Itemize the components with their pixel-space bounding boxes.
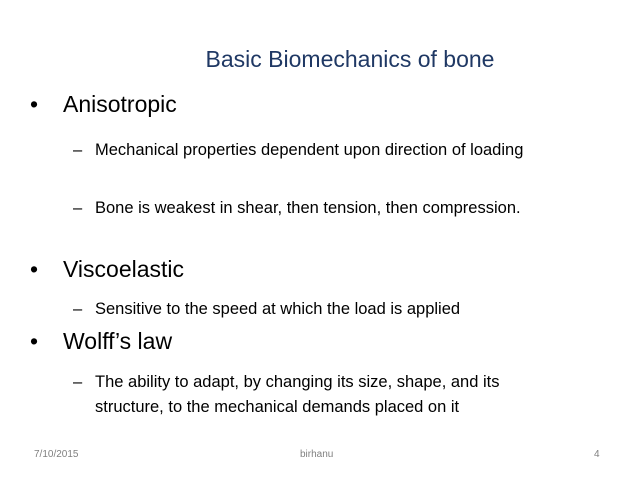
bullet-marker: • (30, 256, 39, 282)
sub-bullet (73, 196, 563, 221)
bullet-label: Wolff’s law (63, 328, 173, 354)
sub-bullet (73, 138, 563, 163)
bullet-viscoelastic (30, 256, 184, 283)
dash-marker: – (73, 199, 83, 217)
footer-author: birhanu (300, 449, 334, 460)
sub-bullet-text: Sensitive to the speed at which the load is applied (95, 300, 461, 318)
footer-date: 7/10/2015 (34, 449, 79, 460)
bullet-label: Viscoelastic (63, 256, 185, 282)
sub-bullet-text: Mechanical properties dependent upon direction of loading (95, 141, 524, 159)
slide-title: Basic Biomechanics of bone (205, 46, 495, 72)
sub-bullet-text: The ability to adapt, by changing its size, shape, and its structure, to the mechanical demands placed on it (95, 373, 500, 416)
bullet-anisotropic (30, 91, 177, 118)
dash-marker: – (73, 141, 83, 159)
sub-bullet (73, 370, 563, 420)
bullet-label: Anisotropic (63, 91, 177, 117)
bullet-marker: • (30, 91, 39, 117)
dash-marker: – (73, 373, 83, 391)
bullet-wolffs-law (30, 328, 172, 355)
sub-bullet (73, 297, 563, 322)
footer-page-number: 4 (594, 449, 600, 460)
bullet-marker: • (30, 328, 39, 354)
dash-marker: – (73, 300, 83, 318)
sub-bullet-text: Bone is weakest in shear, then tension, then compression. (95, 199, 521, 217)
